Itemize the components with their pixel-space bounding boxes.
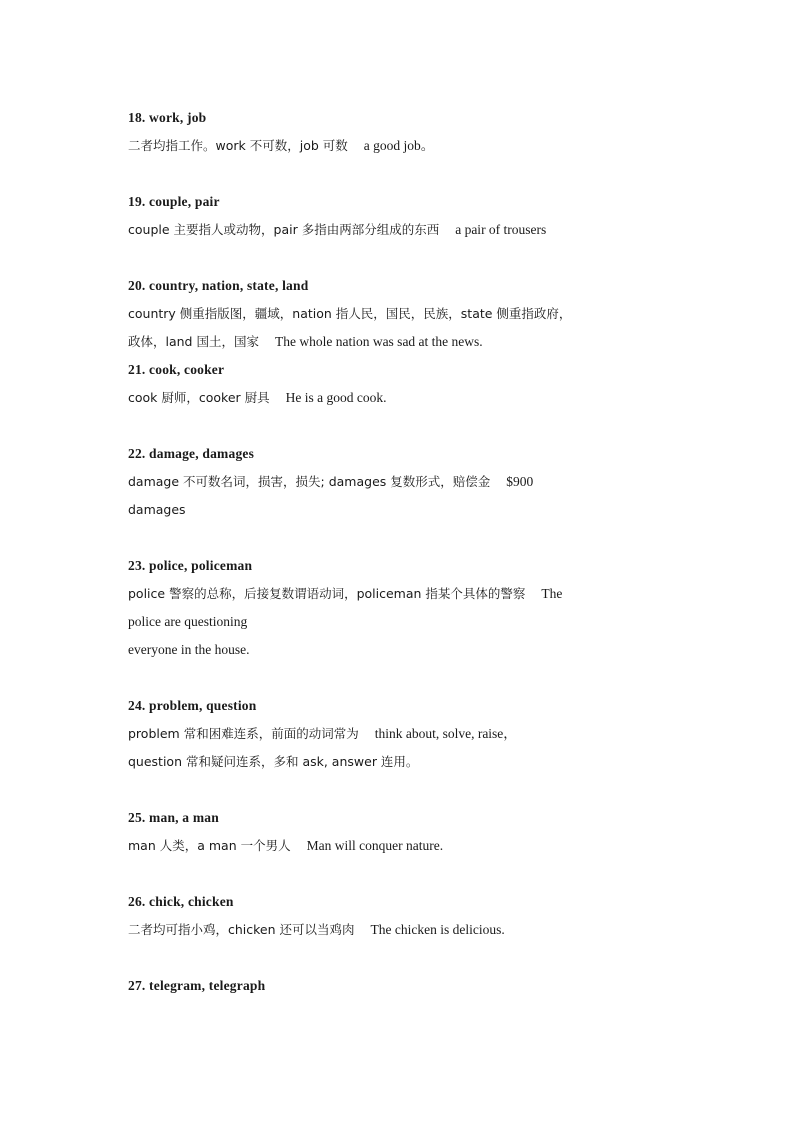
example-sentence: The chicken is delicious. [370,922,505,937]
example-sentence: a pair of trousers [455,222,547,237]
spacer [128,776,688,804]
entry-explanation-line [128,468,688,496]
spacer [128,664,688,692]
spacer [128,524,688,552]
example-sentence: He is a good cook. [285,390,387,405]
entry [128,972,688,1000]
explanation-text: man 人类，a man 一个男人 [128,838,291,853]
entry-heading: 26. chick, chicken [128,894,234,909]
entry-heading: 24. problem, question [128,698,257,713]
spacer [128,412,688,440]
entry [128,272,688,356]
entry-explanation-line [128,748,688,776]
example-sentence: police are questioning [128,614,248,629]
explanation-text: damage 不可数名词，损害，损失; damages 复数形式，赔偿金 [128,474,491,489]
entry-heading: 27. telegram, telegraph [128,978,266,993]
entry-explanation-line [128,916,688,944]
entry-explanation-line [128,132,688,160]
entry-heading: 20. country, nation, state, land [128,278,309,293]
entry [128,440,688,524]
example-sentence: The [541,586,563,601]
entry-explanation-line [128,496,688,524]
explanation-text: problem 常和困难连系，前面的动词常为 [128,726,359,741]
entry-heading: 19. couple, pair [128,194,220,209]
entry-heading: 23. police, policeman [128,558,253,573]
explanation-text: cook 厨师，cooker 厨具 [128,390,270,405]
explanation-text: damages [128,502,186,517]
entry-explanation-line [128,328,688,356]
example-sentence: a good job。 [363,138,435,153]
entry-explanation-line [128,216,688,244]
entry-explanation-line [128,832,688,860]
explanation-text: 政体，land 国土，国家 [128,334,259,349]
example-sentence: everyone in the house. [128,642,250,657]
entry-heading: 22. damage, damages [128,446,255,461]
entry-heading: 21. cook, cooker [128,362,225,377]
example-sentence: think about, solve, raise， [374,726,517,741]
entry-explanation-line [128,608,688,636]
entry [128,104,688,160]
entry-explanation-line [128,384,688,412]
entry-heading: 25. man, a man [128,810,219,825]
entry-explanation-line [128,636,688,664]
entry-heading: 18. work, job [128,110,207,125]
spacer [128,944,688,972]
explanation-text: country 侧重指版图，疆域，nation 指人民，国民，民族，state 侧重指政府， [128,306,572,321]
example-sentence: $900 [506,474,534,489]
example-sentence: The whole nation was sad at the news. [274,334,483,349]
spacer [128,160,688,188]
entry-explanation-line [128,580,688,608]
entry [128,356,688,412]
entry [128,692,688,776]
example-sentence: Man will conquer nature. [306,838,444,853]
vocabulary-notes [128,104,688,1000]
entry-explanation-line [128,300,688,328]
explanation-text: couple 主要指人或动物，pair 多指由两部分组成的东西 [128,222,440,237]
explanation-text: question 常和疑问连系，多和 ask, answer 连用。 [128,754,419,769]
spacer [128,244,688,272]
spacer [128,860,688,888]
entry [128,552,688,664]
explanation-text: 二者均指工作。work 不可数，job 可数 [128,138,348,153]
entry [128,804,688,860]
explanation-text: police 警察的总称，后接复数谓语动词，policeman 指某个具体的警察 [128,586,526,601]
entry-explanation-line [128,720,688,748]
entry [128,888,688,944]
explanation-text: 二者均可指小鸡，chicken 还可以当鸡肉 [128,922,355,937]
entry [128,188,688,244]
